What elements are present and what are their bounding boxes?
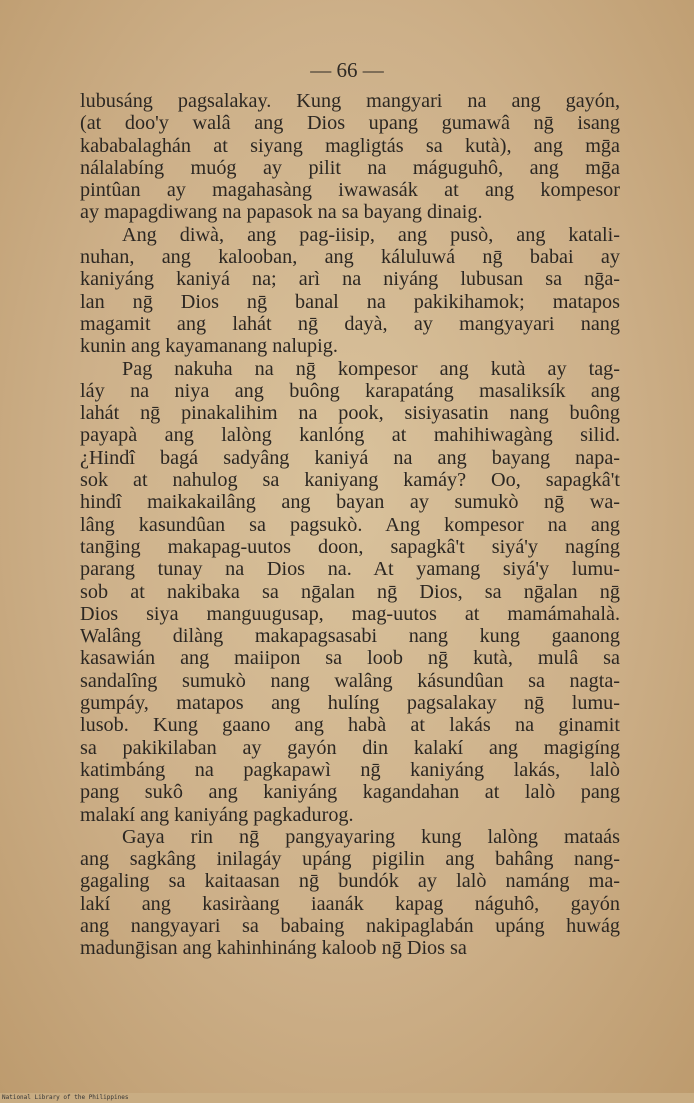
text-line: láy na niya ang buông karapatáng masaliksík ang <box>80 379 620 402</box>
text-line: (at doo'y walâ ang Dios upang gumawâ nḡ isang <box>80 112 620 135</box>
text-line: ang nangyayari sa babaing nakipaglabán upáng huwág <box>80 914 620 937</box>
page-number: — 66 — <box>310 58 384 82</box>
text-line: sa pakikilaban ay gayón din kalakí ang magigíng <box>80 736 620 759</box>
text-line: malakí ang kaniyáng pagkadurog. <box>80 803 354 826</box>
text-line: lahát nḡ pinakalihim na pook, sisiyasatin nang buông <box>80 402 620 425</box>
text-line: Ang diwà, ang pag-iisip, ang pusò, ang katali- <box>122 223 620 246</box>
text-line: ay mapagdiwang na papasok na sa bayang dinaig. <box>80 201 483 224</box>
text-line: parang tunay na Dios na. At yamang siyá'y lumu- <box>80 558 620 581</box>
text-line: lâng kasundûan sa pagsukò. Ang kompesor na ang <box>80 513 620 536</box>
text-line: sandalîng sumukò nang walâng kásundûan sa nagta- <box>80 669 620 692</box>
text-line: kaniyáng kaniyá na; arì na niyáng lubusan sa nḡa- <box>80 268 620 291</box>
text-line: kasawián ang maiipon sa loob nḡ kutà, mulâ sa <box>80 647 620 670</box>
text-line: Dios siya manguugusap, mag-uutos at mamámahalà. <box>80 602 620 625</box>
paragraph <box>80 224 620 358</box>
text-line: gumpáy, matapos ang hulíng pagsalakay nḡ lumu- <box>80 692 620 715</box>
paragraph <box>80 90 620 224</box>
text-line: Gaya rin nḡ pangyayaring kung lalòng mataás <box>122 825 620 848</box>
text-line: katimbáng na pagkapawì nḡ kaniyáng lakás, lalò <box>80 758 620 781</box>
text-line: payapà ang lalòng kanlóng at mahihiwagàng silid. <box>80 424 620 447</box>
text-line: pintûan ay magahasàng iwawasák at ang kompesor <box>80 179 620 202</box>
text-line: ¿Hindî bagá sadyâng kaniyá na ang bayang napa- <box>80 446 620 469</box>
text-line: nuhan, ang kalooban, ang káluluwá nḡ babai ay <box>80 246 620 269</box>
text-line: tanḡing makapag-uutos doon, sapagkâ't siyá'y nagíng <box>80 535 620 558</box>
paragraph <box>80 826 620 960</box>
text-line: gagaling sa kaitaasan nḡ bundók ay lalò namáng ma- <box>80 870 620 893</box>
text-line: kunin ang kayamanang nalupig. <box>80 335 338 358</box>
text-line: ang sagkâng inilagáy upáng pigilin ang bahâng nang- <box>80 848 620 871</box>
text-line: nálalabíng muóg ay pilit na máguguhô, ang mḡa <box>80 156 620 179</box>
body-text <box>80 90 620 960</box>
text-line: pang sukô ang kaniyáng kagandahan at lalò pang <box>80 781 620 804</box>
text-line: kababalaghán at siyang magligtás sa kutà), ang mḡa <box>80 134 620 157</box>
text-line: hindî maikakailâng ang bayan ay sumukò nḡ wa- <box>80 491 620 514</box>
text-line: madunḡisan ang kahinhináng kaloob nḡ Dios sa <box>80 937 467 960</box>
text-line: Walâng dilàng makapagsasabi nang kung gaanong <box>80 625 620 648</box>
text-line: magamit ang lahát nḡ dayà, ay mangyayari nang <box>80 312 620 335</box>
text-line: lusob. Kung gaano ang habà at lakás na ginamit <box>80 714 620 737</box>
text-line: lakí ang kasiràang iaanák kapag náguhô, gayón <box>80 892 620 915</box>
text-line: lan nḡ Dios nḡ banal na pakikihamok; matapos <box>80 290 620 313</box>
paragraph <box>80 358 620 826</box>
text-line: sob at nakibaka sa nḡalan nḡ Dios, sa nḡalan nḡ <box>80 580 620 603</box>
text-line: Pag nakuha na nḡ kompesor ang kutà ay tag- <box>122 357 620 380</box>
text-line: lubusáng pagsalakay. Kung mangyari na ang gayón, <box>80 90 620 112</box>
text-line: sok at nahulog sa kaniyang kamáy? Oo, sapagkâ't <box>80 469 620 492</box>
library-credit: National Library of the Philippines <box>2 1094 129 1101</box>
